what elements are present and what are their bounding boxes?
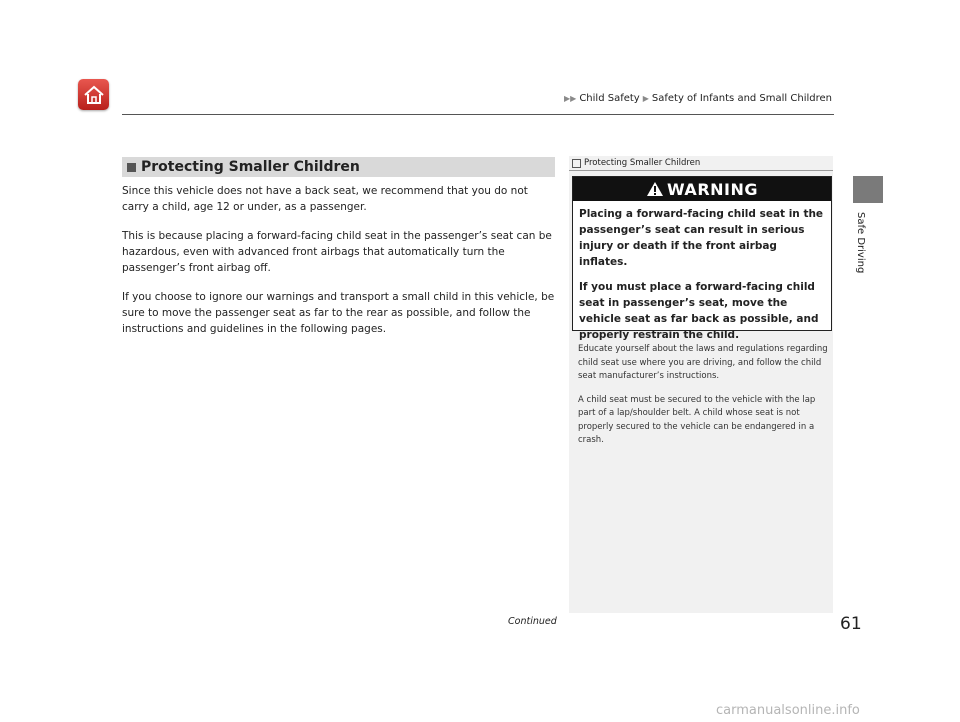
continued-label: Continued	[508, 616, 557, 627]
side-panel-notes	[578, 343, 828, 458]
breadcrumb	[564, 93, 832, 104]
chapter-tab-label: Safe Driving	[855, 212, 866, 274]
note-marker-icon	[572, 159, 581, 168]
breadcrumb-item[interactable]: Safety of Infants and Small Children	[651, 93, 832, 104]
main-body-text	[122, 183, 556, 350]
warning-header	[573, 177, 831, 201]
side-panel-header	[572, 158, 700, 168]
warning-box	[572, 176, 832, 341]
side-notes-panel	[569, 156, 833, 613]
warning-triangle-icon	[646, 181, 664, 197]
note-paragraph: A child seat must be secured to the vehicle with the lap part of a lap/shoulder belt. A child whose seat is not properly secured to the vehicle can be endangered in a crash.	[578, 394, 816, 445]
home-button[interactable]	[78, 79, 109, 110]
page-number: 61	[840, 614, 862, 634]
side-panel-header-text: Protecting Smaller Children	[584, 158, 701, 168]
body-paragraph: If you choose to ignore our warnings and transport a small child in this vehicle, be sure to move the passenger seat as far to the rear as possible, and follow the instructions and guidelines in the following pages.	[122, 291, 555, 335]
breadcrumb-item[interactable]: Child Safety	[579, 93, 640, 104]
section-heading	[122, 157, 555, 177]
section-title: Protecting Smaller Children	[141, 159, 360, 175]
header-divider	[122, 114, 834, 115]
body-paragraph: This is because placing a forward-facing child seat in the passenger’s seat can be hazardous, even with advanced front airbags that automatically turn the passenger’s front airbag off.	[122, 230, 552, 274]
watermark: carmanualsonline.info	[716, 703, 860, 718]
breadcrumb-arrow-icon: ▶▶	[564, 94, 577, 103]
warning-title: WARNING	[667, 179, 758, 199]
warning-body	[573, 201, 831, 343]
side-panel-divider	[569, 170, 833, 171]
warning-paragraph: If you must place a forward-facing child seat in passenger’s seat, move the vehicle seat as far back as possible, and properly restrain the child.	[579, 281, 819, 341]
chapter-tab[interactable]	[853, 176, 883, 203]
breadcrumb-arrow-icon: ▶	[642, 94, 649, 103]
warning-paragraph: Placing a forward-facing child seat in the passenger’s seat can result in serious injury or death if the front airbag inflates.	[579, 208, 824, 268]
body-paragraph: Since this vehicle does not have a back seat, we recommend that you do not carry a child, age 12 or under, as a passenger.	[122, 185, 528, 213]
note-paragraph: Educate yourself about the laws and regulations regarding child seat use where you are driving, and follow the child seat manufacturer’s instructions.	[578, 344, 828, 381]
section-square-icon	[127, 163, 136, 172]
home-icon	[83, 85, 105, 105]
